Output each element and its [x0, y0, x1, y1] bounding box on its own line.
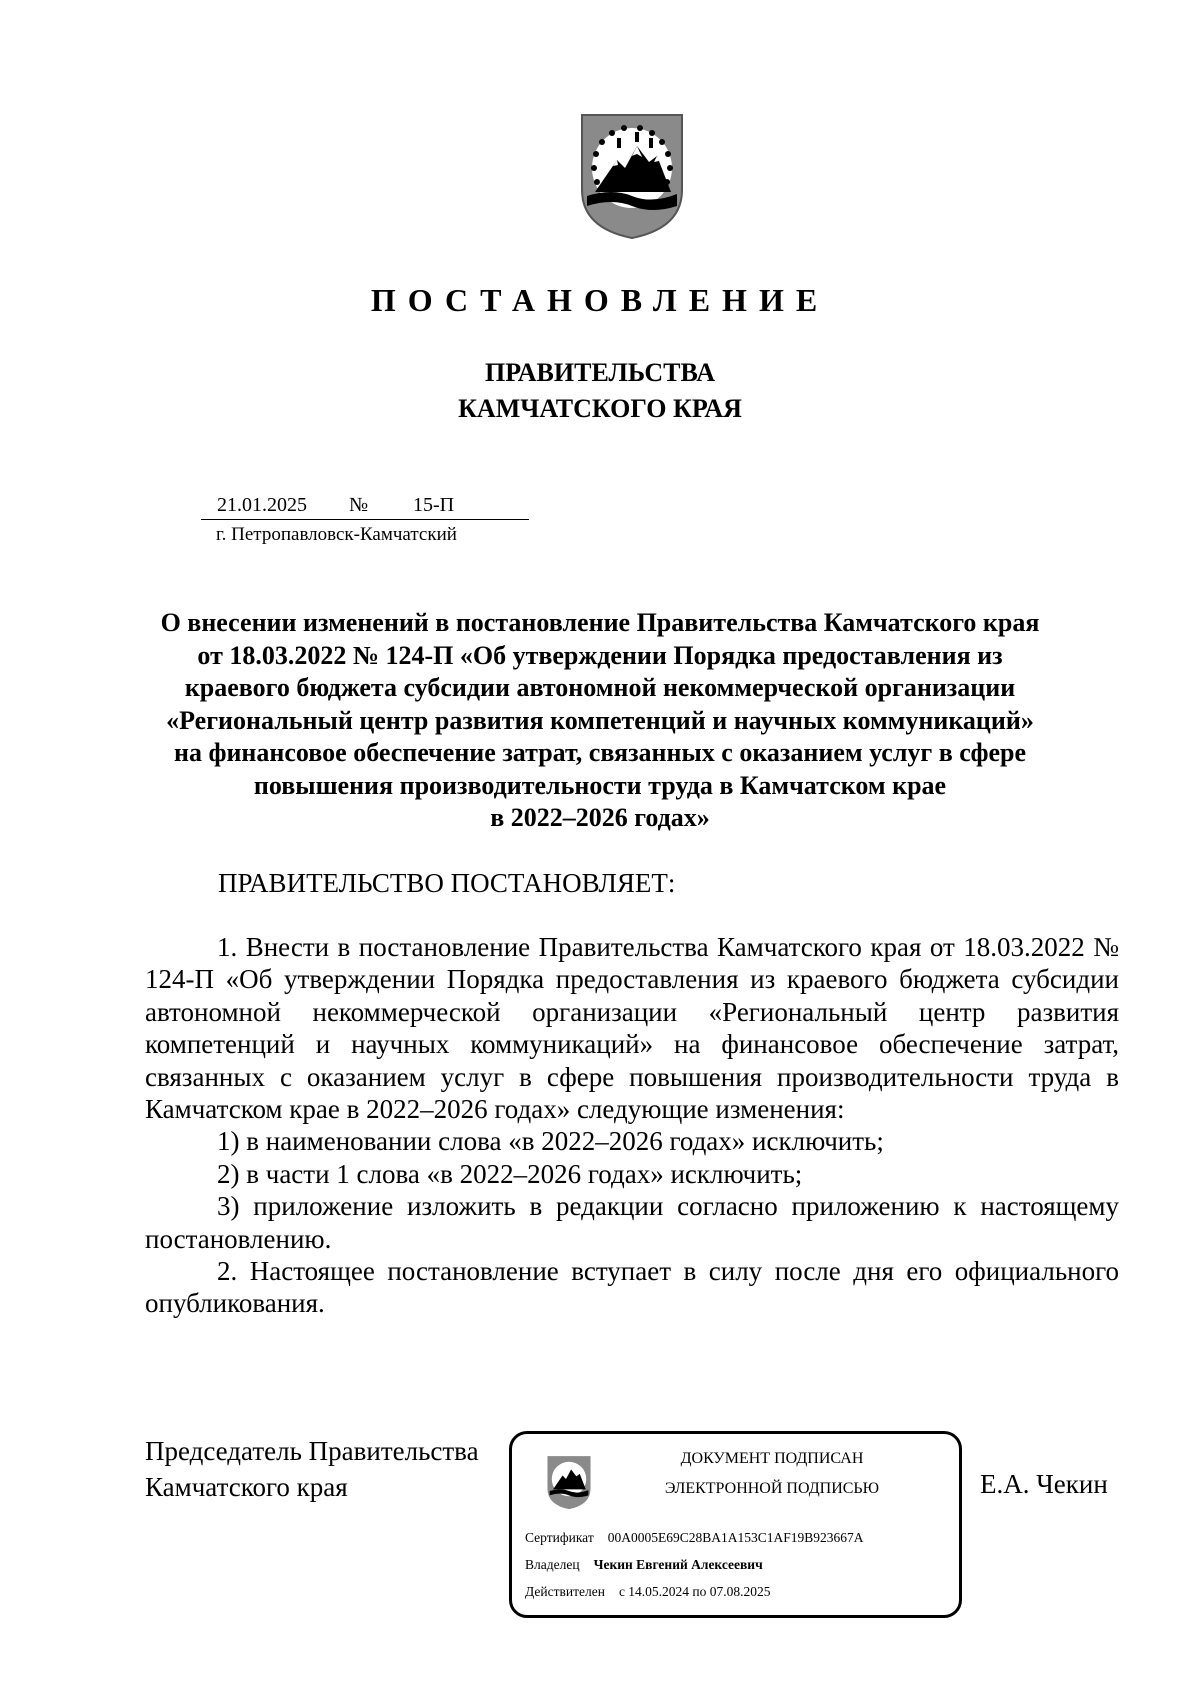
certificate-label: Сертификат [525, 1530, 594, 1545]
coat-of-arms-emblem [577, 110, 687, 240]
body-paragraph: 1. Внести в постановление Правительства Камчатского края от 18.03.2022 № 124-П «Об утверждении Порядка предоставления из краевого бюджета субсидии автономной некоммерческой организации «Региональный центр развития компетенций и научных коммуникаций» на финансовое обеспечение затрат, связанных с оказанием услуг в сфере повышения производительности труда в Камчатском крае в 2022–2026 годах» следующие изменения: [145, 932, 1119, 1125]
document-date: 21.01.2025 [217, 494, 307, 516]
signatory-position [145, 1433, 479, 1505]
subject-line: от 18.03.2022 № 124-П «Об утверждении Порядка предоставления из [197, 640, 1003, 670]
document-body [145, 931, 1119, 1320]
stamp-heading-2: ЭЛЕКТРОННОЙ ПОДПИСЬЮ [664, 1480, 880, 1497]
body-paragraph: 2. Настоящее постановление вступает в силу после дня его официального опубликования. [145, 1256, 1119, 1319]
stamp-heading-1: ДОКУМЕНТ ПОДПИСАН [680, 1450, 864, 1467]
authority-line-2: КАМЧАТСКОГО КРАЯ [458, 394, 742, 423]
city-name: г. Петропавловск-Камчатский [216, 524, 457, 545]
number-sign: № [349, 494, 369, 516]
body-paragraph: 3) приложение изложить в редакции согласно приложению к настоящему постановлению. [145, 1191, 1119, 1254]
signatory-name: Е.А. Чекин [980, 1469, 1108, 1499]
document-number: 15-П [413, 494, 455, 516]
document-subject [130, 607, 1070, 835]
electronic-signature-stamp [509, 1431, 962, 1618]
position-line-1: Председатель Правительства [145, 1436, 479, 1466]
validity-label: Действителен [525, 1584, 605, 1599]
issuing-authority [0, 355, 1200, 427]
owner-label: Владелец [525, 1557, 580, 1572]
subject-line: в 2022–2026 годах» [490, 803, 710, 832]
owner-value: Чекин Евгений Алексеевич [593, 1557, 763, 1572]
position-line-2: Камчатского края [145, 1472, 348, 1502]
decree-statement: ПРАВИТЕЛЬСТВО ПОСТАНОВЛЯЕТ: [218, 868, 676, 898]
subject-line: на финансовое обеспечение затрат, связанных с оказанием услуг в сфере [173, 738, 1026, 767]
body-paragraph: 2) в части 1 слова «в 2022–2026 годах» исключить; [217, 1158, 803, 1189]
body-paragraph: 1) в наименовании слова «в 2022–2026 годах» исключить; [217, 1126, 884, 1157]
owner-row [525, 1557, 763, 1573]
subject-line: повышения производительности труда в Камчатском крае [253, 770, 947, 800]
subject-line: краевого бюджета субсидии автономной некоммерческой организации [184, 673, 1016, 702]
validity-value: с 14.05.2024 по 07.08.2025 [618, 1584, 771, 1599]
subject-line: «Региональный центр развития компетенций и научных коммуникаций» [166, 705, 1034, 735]
document-title: ПОСТАНОВЛЕНИЕ [370, 282, 830, 318]
date-number-line [201, 491, 529, 520]
coat-of-arms-icon [545, 1454, 593, 1510]
certificate-row [525, 1530, 864, 1546]
validity-row [525, 1584, 771, 1600]
certificate-value: 00A0005E69C28BA1A153C1AF19B923667A [607, 1530, 864, 1545]
subject-line: О внесении изменений в постановление Правительства Камчатского края [160, 608, 1040, 637]
authority-line-1: ПРАВИТЕЛЬСТВА [485, 358, 715, 387]
